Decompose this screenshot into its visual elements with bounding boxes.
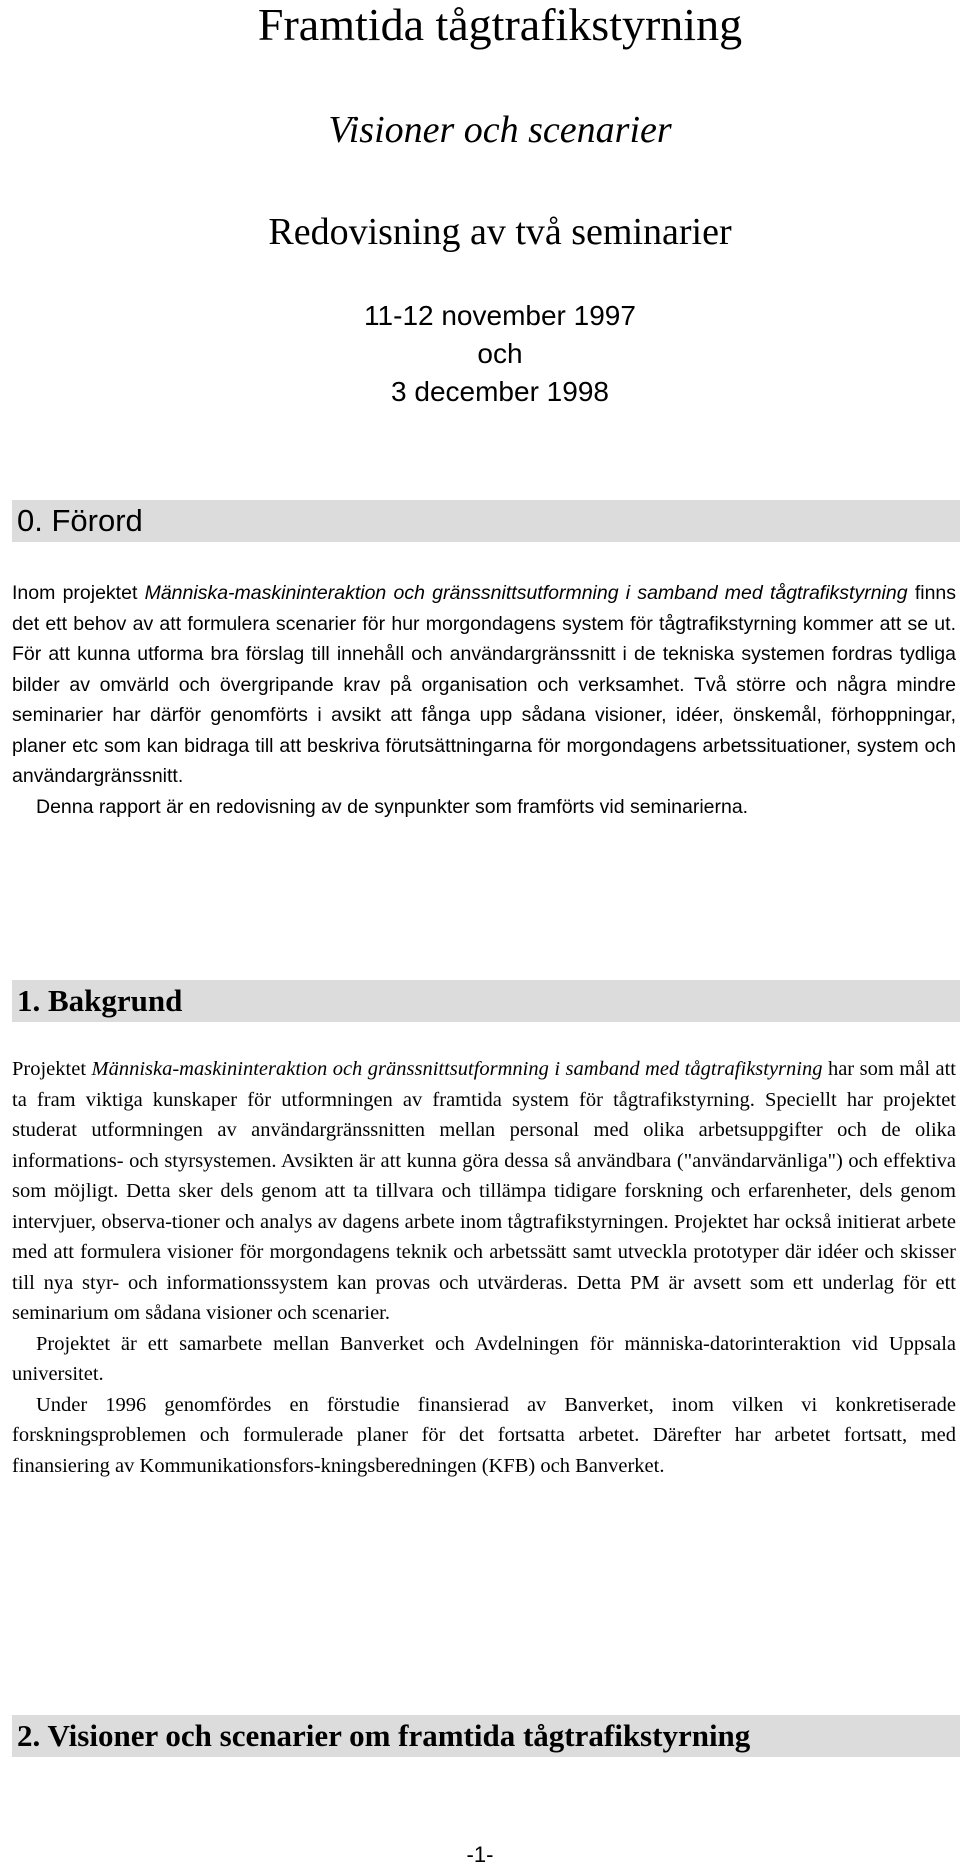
section-heading-visioner: 2. Visioner och scenarier om framtida tågtrafikstyrning xyxy=(12,1715,960,1757)
paragraph: Denna rapport är en redovisning av de synpunkter som framförts vid seminarierna. xyxy=(36,795,749,818)
document-subtitle: Visioner och scenarier xyxy=(328,109,672,151)
document-title: Framtida tågtrafikstyrning xyxy=(257,0,743,50)
paragraph xyxy=(12,1054,956,1329)
seminar-dates xyxy=(0,297,960,411)
project-name-italic: Människa-maskininteraktion och gränssnittsutformning i samband med tågtrafikstyrning xyxy=(91,1058,823,1080)
paragraph: Under 1996 genomfördes en förstudie finansierad av Banverket, inom vilken vi konkretiserade forskningsproblemen och formulerade planer för det fortsatta arbetet. Därefter har arbetet fortsatt, med finansiering av Kommunikationsfors-kningsberedningen (KFB) och Banverket. xyxy=(12,1393,956,1477)
text-run: finns det ett behov av att formulera scenarier för hur morgondagens system för tågtrafikstyrning kommer att se ut. För att kunna utforma bra förslag till innehåll och användargränssnitt i de tekniska systemen fordras tydliga bilder av omvärld och övergripande krav på organisation och verksamhet. Två större och några mindre seminarier har därför genomförts i avsikt att fånga upp sådana visioner, idéer, önskemål, förhoppningar, planer etc som kan bidraga till att beskriva förutsättningarna för morgondagens arbetssituationer, system och användargränssnitt. xyxy=(12,582,957,787)
project-name-italic: Människa-maskininteraktion och gränssnittsutformning i samband med tågtrafikstyrning xyxy=(144,582,908,604)
section-body-bakgrund xyxy=(12,1054,956,1481)
section-heading-forord: 0. Förord xyxy=(12,500,960,542)
section-body-forord xyxy=(12,578,956,822)
paragraph: Projektet är ett samarbete mellan Banverket och Avdelningen för människa-datorinteraktion vid Uppsala universitet. xyxy=(12,1332,956,1385)
text-run: Projektet xyxy=(12,1058,92,1080)
text-run: Inom projektet xyxy=(12,582,145,604)
date-line-3: 3 december 1998 xyxy=(391,376,609,407)
page-number: -1- xyxy=(466,1842,494,1867)
section-heading-bakgrund: 1. Bakgrund xyxy=(12,980,960,1022)
report-title: Redovisning av två seminarier xyxy=(268,211,732,253)
date-line-1: 11-12 november 1997 xyxy=(364,300,636,331)
date-line-2: och xyxy=(477,338,523,369)
paragraph xyxy=(12,578,956,792)
text-run: har som mål att ta fram viktiga kunskaper för utformningen av framtida system för tågtrafikstyrning. Speciellt har projektet studerat utformningen av användargränssnitten mellan personal med olika arbetsuppgifter och de olika informations- och styrsystemen. Avsikten är att kunna göra dessa så användbara ("användarvänliga") och effektiva som möjligt. Detta sker dels genom att ta tillvara och tillämpa tidigare forskning och erfarenheter, dels genom intervjuer, observa-tioner och analys av dagens arbete inom tågtrafikstyrningen. Projektet har också initierat arbete med att formulera visioner för morgondagens teknik och arbetssätt samt utveckla prototyper där idéer och skisser till nya styr- och informationssystem kan provas och utvärderas. Detta PM är avsett som ett underlag för ett seminarium om sådana visioner och scenarier. xyxy=(12,1058,956,1324)
